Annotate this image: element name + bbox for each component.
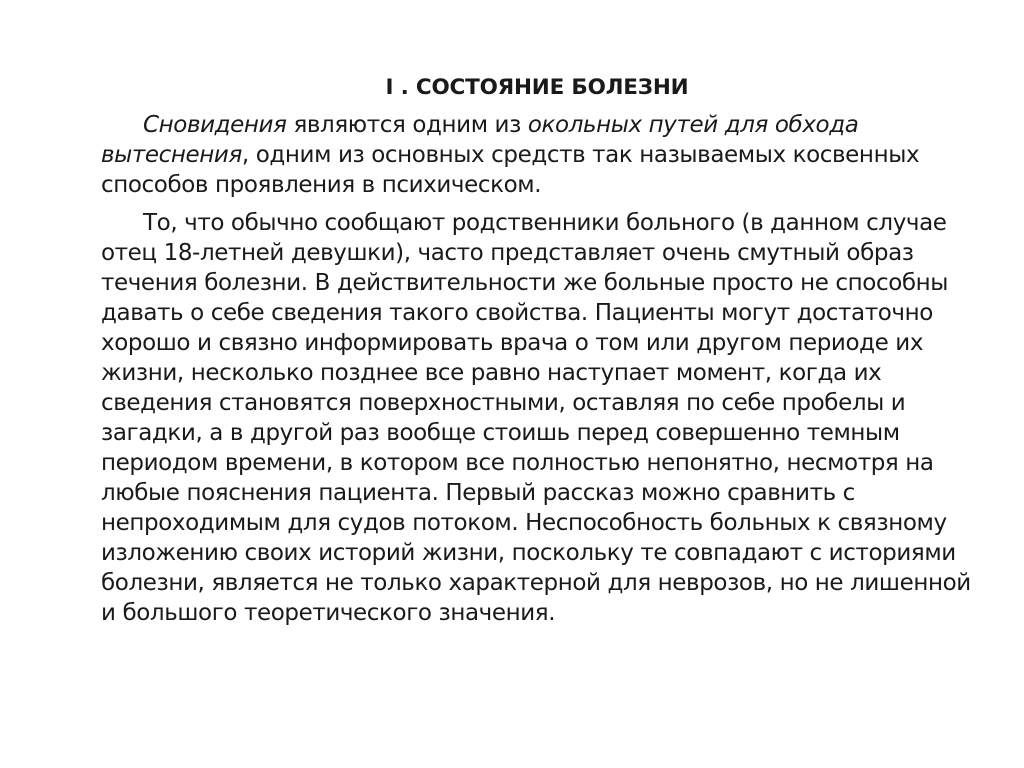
paragraph-dreams-text-2: , одним из основных средств так называемых косвенных способов проявления в психическом. — [101, 142, 920, 198]
italic-term-dreams: Сновидения — [143, 112, 287, 138]
slide-title: I . СОСТОЯНИЕ БОЛЕЗНИ — [385, 75, 689, 100]
slide-content — [101, 72, 973, 636]
paragraph-dreams — [101, 110, 973, 200]
paragraph-relatives: То, что обычно сообщают родственники больного (в данном случае отец 18-летней девушки), часто представляет очень смутный образ течения болезни. В действительности же больные просто не способны давать о себе сведения такого свойства. Пациенты могут достаточно хорошо и связно информировать врача о том или другом периоде их жизни, несколько позднее все равно наступает момент, когда их сведения становятся поверхностными, оставляя по себе пробелы и загадки, а в другой раз вообще стоишь перед совершенно темным периодом времени, в котором все полностью непонятно, несмотря на любые пояснения пациента. Первый рассказ можно сравнить с непроходимым для судов потоком. Неспособность больных к связному изложению своих историй жизни, поскольку те совпадают с историями болезни, является не только характерной для неврозов, но не лишенной и большого теоретического значения. — [101, 210, 971, 626]
italic-term-bypass: окольных путей для обхода вытеснения — [101, 112, 859, 168]
paragraph-dreams-text-1: являются одним из — [286, 112, 528, 138]
